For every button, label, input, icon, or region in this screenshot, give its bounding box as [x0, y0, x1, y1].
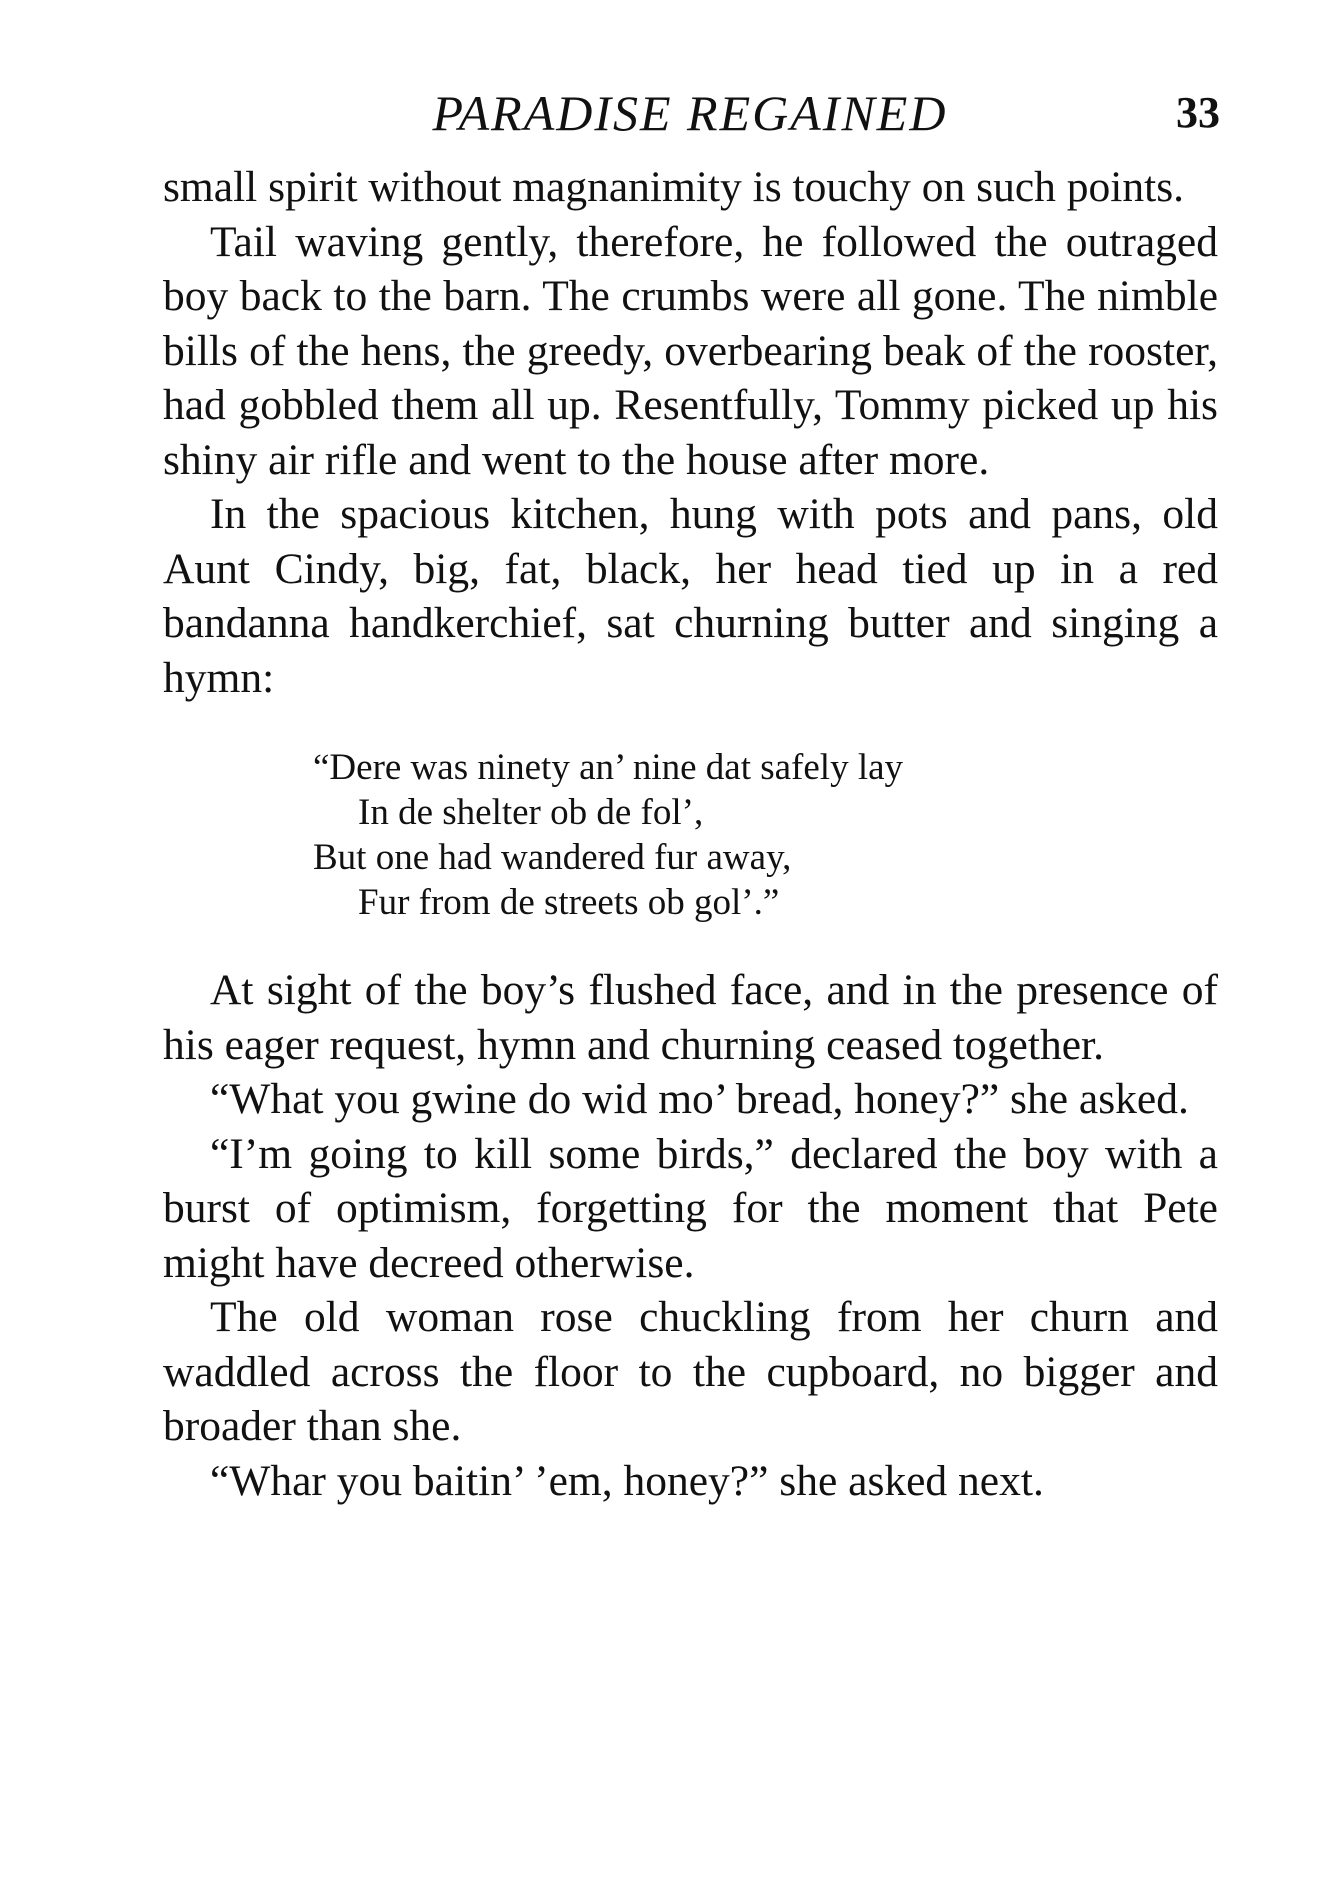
running-title: PARADISE REGAINED — [432, 85, 948, 141]
paragraph: At sight of the boy’s flushed face, and in the presence of his eager request, hymn and churning ceased together. — [163, 966, 1218, 1069]
paragraph: The old woman rose chuckling from her churn and waddled across the floor to the cupboard, no bigger and broader than she. — [163, 1293, 1218, 1450]
hymn-verse — [313, 745, 1218, 925]
paragraph: In the spacious kitchen, hung with pots and pans, old Aunt Cindy, big, fat, black, her head tied up in a red bandanna handkerchief, sat churning butter and singing a hymn: — [163, 490, 1218, 702]
verse-line: Fur from de streets ob gol’.” — [358, 882, 780, 923]
verse-line: “Dere was ninety an’ nine dat safely lay — [313, 747, 904, 788]
verse-line: But one had wandered fur away, — [313, 837, 792, 878]
paragraph: “Whar you baitin’ ’em, honey?” she asked next. — [210, 1456, 1044, 1505]
paragraph: Tail waving gently, therefore, he followed the outraged boy back to the barn. The crumbs were all gone. The nimble bills of the hens, the greedy, overbearing beak of the rooster, had gobbled them all up. Resentfully, Tommy picked up his shiny air rifle and went to the house after more. — [163, 217, 1218, 484]
paragraph-continued: small spirit without magnanimity is touchy on such points. — [163, 163, 1184, 211]
body-text — [163, 160, 1218, 1508]
page-number: 33 — [1176, 88, 1220, 137]
running-head — [160, 78, 1220, 148]
paragraph: “What you gwine do wid mo’ bread, honey?” she asked. — [210, 1075, 1189, 1123]
verse-line: In de shelter ob de fol’, — [358, 792, 704, 833]
paragraph: “I’m going to kill some birds,” declared the boy with a burst of optimism, forgetting for the moment that Pete might have decreed otherwise. — [163, 1129, 1218, 1287]
